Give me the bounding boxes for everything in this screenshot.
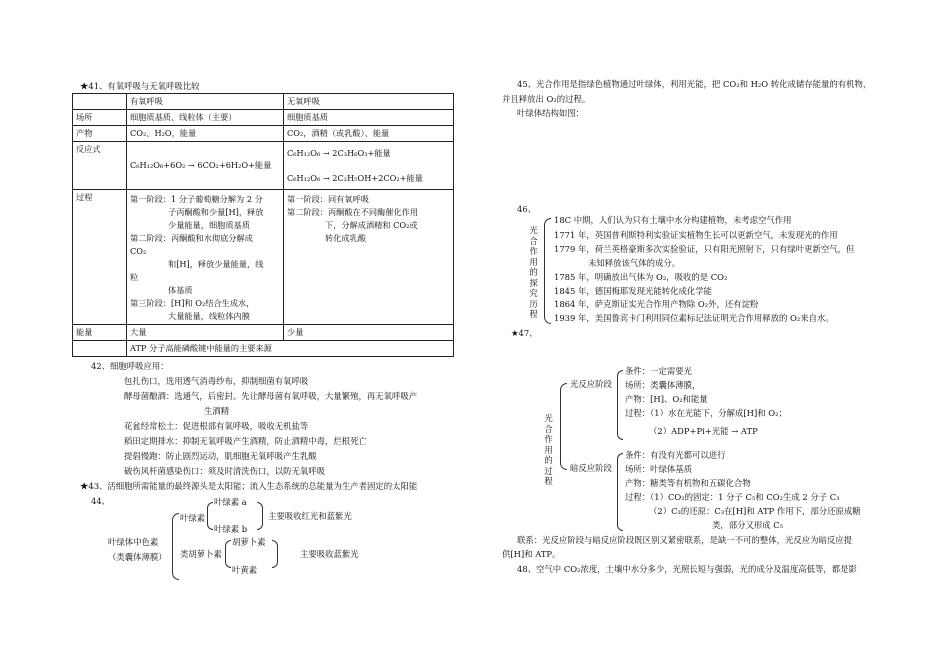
table-row <box>73 341 454 357</box>
table-cell <box>127 190 284 325</box>
table-row <box>73 142 454 190</box>
history-item: 1771 年，英国普利斯特利实验证实植物生长可以更新空气，未发现光的作用 <box>554 230 838 240</box>
brace-process <box>560 383 567 470</box>
dark-item: 场所：叶绿体基质 <box>625 464 692 474</box>
light-item: 条件：一定需要光 <box>625 366 692 376</box>
list-item: 生酒精 <box>204 406 230 416</box>
item45-line2: 并且释放出 O₂的过程。 <box>502 94 591 104</box>
relation-line1: 联系：光反应阶段与暗反应阶段既区别又紧密联系，是缺一不可的整体，光反应为暗反应提 <box>517 535 852 545</box>
table-cell: 场所 <box>73 110 127 126</box>
table-cell: 无氧呼吸 <box>284 94 454 110</box>
item45-line1: 45、光合作用是指绿色植物通过叶绿体，利用光能，把 CO₂和 H₂O 转化成储存能量的有机物， <box>517 79 872 89</box>
table-cell: ATP 分子高能磷酸键中能量的主要来源 <box>127 341 454 357</box>
table-cell <box>73 341 127 357</box>
list-item: 稻田定期排水：抑制无氧呼吸产生酒精，防止酒精中毒，烂根死亡 <box>124 436 367 446</box>
respiration-comparison-table <box>72 93 454 357</box>
dark-item: 类，部分又形成 C₅ <box>712 520 784 530</box>
table-cell: 细胞质基质 <box>284 110 454 126</box>
list-item: 破伤风杆菌感染伤口：须及时清洗伤口，以防无氧呼吸 <box>124 466 325 476</box>
table-cell: 反应式 <box>73 142 127 190</box>
table-row <box>73 325 454 341</box>
item41-title: ★41、有氧呼吸与无氧呼吸比较 <box>80 81 200 91</box>
table-row <box>73 110 454 126</box>
dark-item: 条件：有没有光都可以进行 <box>625 450 726 460</box>
list-item: 包扎伤口，选用透气消毒纱布，抑制细菌有氧呼吸 <box>124 376 309 386</box>
dark-reaction-label: 暗反应阶段 <box>570 463 612 473</box>
table-cell: 大量 <box>127 325 284 341</box>
item44-number: 44、 <box>91 496 111 506</box>
item46-number: 46、 <box>517 204 537 214</box>
light-item: 产物：[H]、O₂和能量 <box>625 394 708 404</box>
item42-title: 42、细胞呼吸应用： <box>91 361 169 371</box>
brace-carotenoid-right <box>272 540 278 568</box>
dark-item: 过程：（1）CO₂的固定：1 分子 C₅和 CO₂生成 2 分子 C₃ <box>625 492 840 502</box>
history-vertical-label: 光合作用的探究历程 <box>529 225 538 319</box>
history-item: 18C 中期，人们认为只有土壤中水分构建植物，未考虑空气作用 <box>554 215 792 225</box>
item43-text: ★43、活细胞所需能量的最终源头是太阳能；流入生态系统的总能量为生产者固定的太阳能 <box>80 481 418 491</box>
process-line: 第一阶段：同有氧呼吸 <box>287 194 369 204</box>
table-cell: 细胞质基质、线粒体（主要） <box>127 110 284 126</box>
process-line: 体基质 <box>168 285 193 295</box>
brace-dark <box>617 453 623 531</box>
brace-history <box>544 218 551 324</box>
carotenoid-absorption: 主要吸收蓝紫光 <box>300 549 359 559</box>
relation-line2: 供[H]和 ATP。 <box>502 549 561 559</box>
process-line: 转化成乳酸 <box>325 233 366 243</box>
carotene: 胡萝卜素 <box>232 537 266 547</box>
process-line: CO₂ <box>130 246 147 256</box>
table-cell <box>284 190 454 325</box>
anaerobic-equation-lactic: C₆H₁₂O₆ → 2C₃H₆O₃+能量 <box>287 148 391 158</box>
brace-pigments <box>172 513 179 580</box>
item47-number: ★47、 <box>511 328 538 338</box>
carotenoid-label: 类胡萝卜素 <box>180 549 222 559</box>
table-cell: 有氧呼吸 <box>127 94 284 110</box>
light-item: （2）ADP+Pi+光能 → ATP <box>649 426 758 436</box>
process-line: 粒 <box>130 272 139 282</box>
pigment-root-sublabel: （类囊体薄膜） <box>108 552 167 562</box>
brace-chlorophyll <box>207 502 213 530</box>
process-line: 第三阶段：[H]和 O₂结合生成水， <box>130 298 255 308</box>
item48-text: 48、空气中 CO₂浓度，土壤中水分多少，光照长短与强弱，光的成分及温度高低等，都是影 <box>517 564 857 574</box>
table-row <box>73 94 454 110</box>
table-cell: 少量 <box>284 325 454 341</box>
aerobic-equation: C₆H₁₂O₆+6O₂ → 6CO₂+6H₂O+能量 <box>130 160 272 170</box>
process-line: 第二阶段：丙酮酸在不同酶催化作用 <box>287 207 419 217</box>
table-cell: CO₂，酒精（或乳酸）、能量 <box>284 126 454 142</box>
process-line: 大量能量，线粒体内膜 <box>168 311 250 321</box>
history-item: 1845 年，德国梅耶发现光能转化成化学能 <box>554 286 712 296</box>
process-line: 和[H]，释放少量能量，线 <box>168 259 264 269</box>
history-item: 未知释放该气体的成分。 <box>588 258 681 268</box>
process-line: 第二阶段：丙酮酸和水彻底分解成 <box>130 233 253 243</box>
table-row <box>73 190 454 325</box>
table-cell: CO₂、H₂O，能量 <box>127 126 284 142</box>
item45-line3: 叶绿体结构如图： <box>517 108 584 118</box>
chlorophyll-label: 叶绿素 <box>180 513 206 523</box>
list-item: 提倡慢跑：防止剧烈运动，肌细胞无氧呼吸产生乳酸 <box>124 451 317 461</box>
list-item: 花盆经常松土：促进根部有氧呼吸，吸收无机盐等 <box>124 421 309 431</box>
table-cell: 过程 <box>73 190 127 325</box>
dark-item: （2）C₃的还原：C₃在[H]和 ATP 作用下，部分还原成糖 <box>649 506 861 516</box>
pigment-root-label: 叶绿体中色素 <box>108 537 159 547</box>
process-line: 下，分解成酒精和 CO₂或 <box>325 220 418 230</box>
anaerobic-equation-alcohol: C₆H₁₂O₆ → 2C₂H₅OH+2CO₂+能量 <box>287 173 423 183</box>
process-line: 少量能量，细胞质基质 <box>168 220 250 230</box>
dark-item: 产物：糖类等有机物和五碳化合物 <box>625 478 751 488</box>
history-item: 1864 年，萨克斯证实光合作用产物除 O₂外，还有淀粉 <box>554 299 759 309</box>
process-line: 子丙酮酸和少量[H]，释放 <box>168 207 264 217</box>
table-cell <box>73 94 127 110</box>
chlorophyll-a: 叶绿素 a <box>214 497 247 507</box>
brace-chlorophyll-right <box>257 502 263 530</box>
process-vertical-label: 光合作用的过程 <box>544 413 553 486</box>
brace-light <box>617 370 623 440</box>
table-cell: 产物 <box>73 126 127 142</box>
table-cell <box>284 142 454 190</box>
list-item: 酵母菌酿酒：选通气，后密封。先让酵母菌有氧呼吸，大量繁殖，再无氧呼吸产 <box>124 391 418 401</box>
light-item: 过程：（1）水在光能下，分解成[H]和 O₂； <box>625 408 787 418</box>
chlorophyll-b: 叶绿素 b <box>214 524 248 534</box>
table-cell: 能量 <box>73 325 127 341</box>
history-item: 1785 年，明确放出气体为 O₂，吸收的是 CO₂ <box>554 272 728 282</box>
table-row <box>73 126 454 142</box>
history-item: 1939 年，美国鲁宾卡门利用同位素标记法证明光合作用释放的 O₂来自水。 <box>554 313 834 323</box>
light-reaction-label: 光反应阶段 <box>570 379 612 389</box>
light-item: 场所：类囊体薄膜， <box>625 380 701 390</box>
xanthophyll: 叶黄素 <box>232 565 258 575</box>
history-item: 1779 年，荷兰英格豪斯多次实验验证，只有阳光照射下，只有绿叶更新空气，但 <box>554 244 855 254</box>
table-cell <box>127 142 284 190</box>
brace-carotenoid <box>225 540 231 568</box>
chlorophyll-absorption: 主要吸收红光和蓝紫光 <box>268 511 352 521</box>
process-line: 第一阶段：1 分子葡萄糖分解为 2 分 <box>130 194 263 204</box>
